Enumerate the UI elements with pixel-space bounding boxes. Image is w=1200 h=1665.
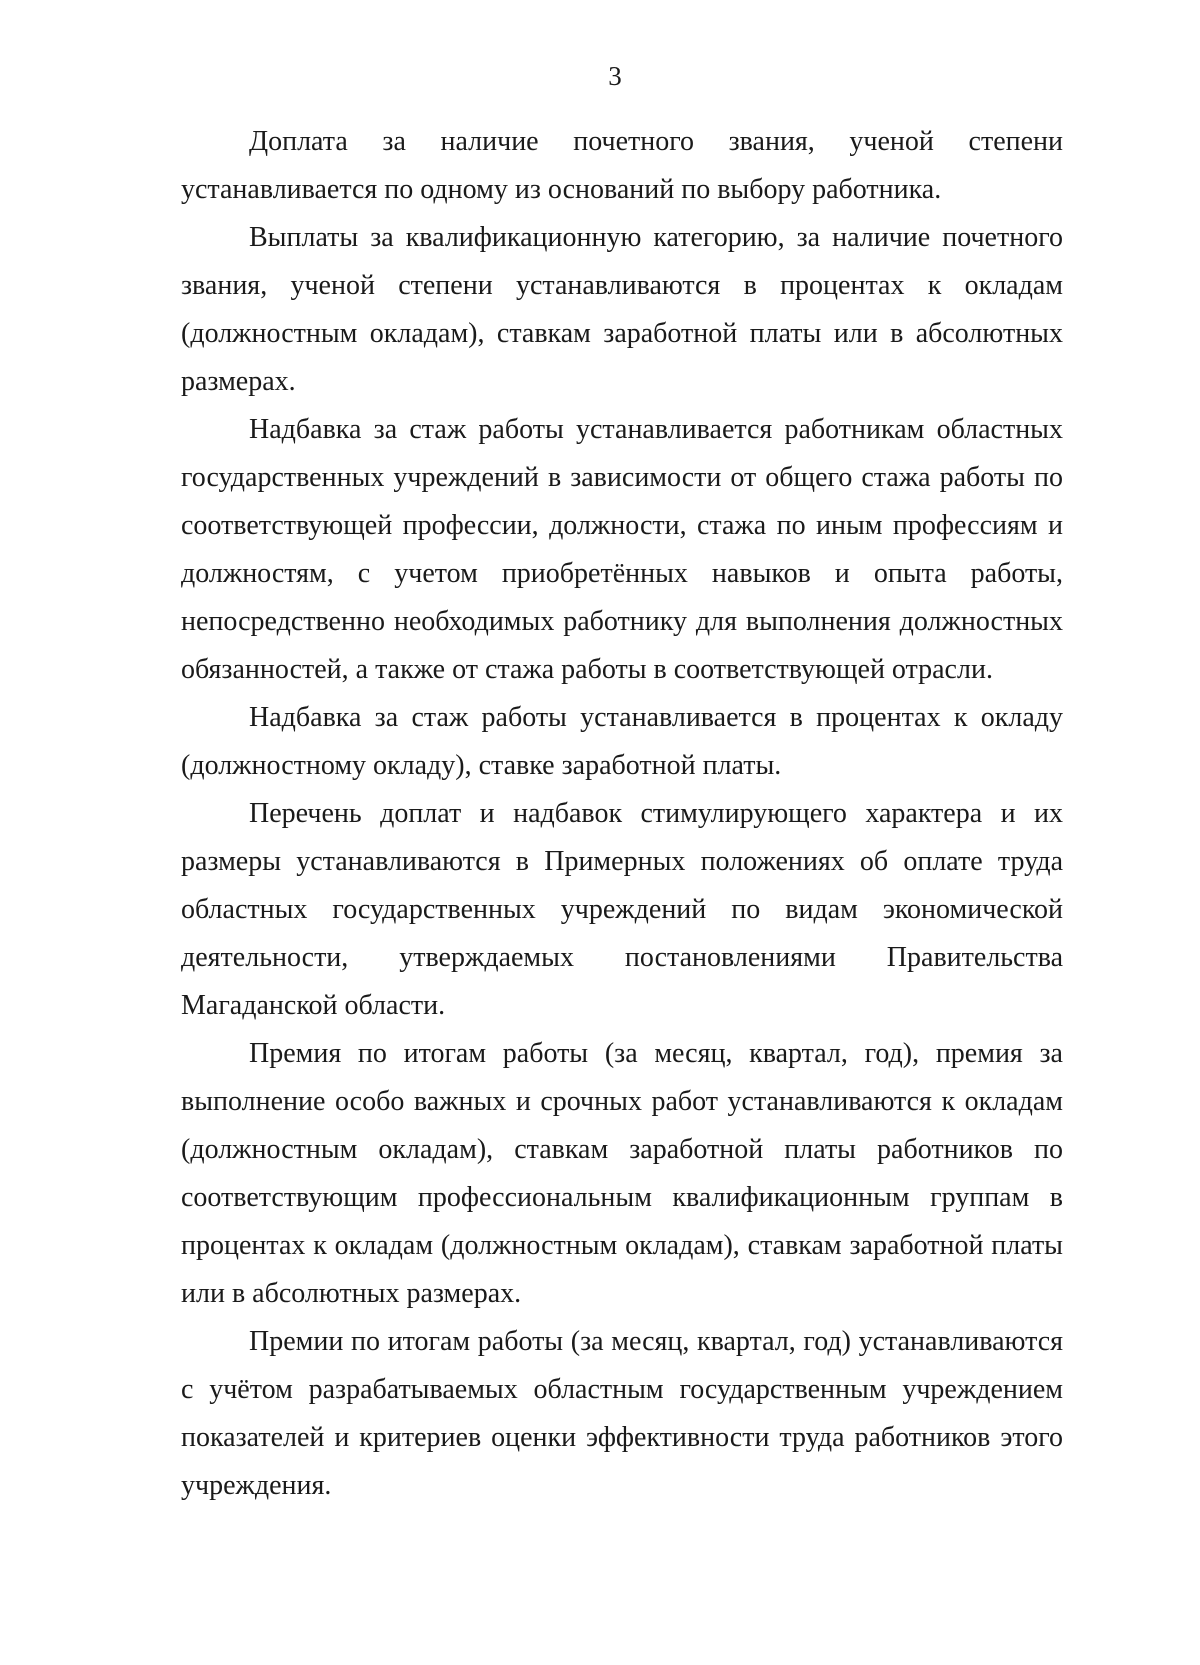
paragraph-incentive-list: Перечень доплат и надбавок стимулирующего характера и их размеры устанавливаются в Примерных положениях об оплате труда областных государственных учреждений по видам экономической деятельности, утверждаемых постановлениями Правительства Магаданской области. [181, 798, 1063, 1021]
document-body [181, 118, 1063, 1510]
paragraph-qualification-payments: Выплаты за квалификационную категорию, за наличие почетного звания, ученой степени устанавливаются в процентах к окладам (должностным окладам), ставкам заработной платы или в абсолютных размерах. [181, 222, 1063, 397]
paragraph-performance-bonus: Премия по итогам работы (за месяц, квартал, год), премия за выполнение особо важных и срочных работ устанавливаются к окладам (должностным окладам), ставкам заработной платы работников по соответствующим профессиональным квалификационным группам в процентах к окладам (должностным окладам), ставкам заработной платы или в абсолютных размерах. [181, 1038, 1063, 1309]
paragraph-honorary-title-allowance: Доплата за наличие почетного звания, ученой степени устанавливается по одному из оснований по выбору работника. [181, 126, 1063, 205]
paragraph-seniority-bonus-basis: Надбавка за стаж работы устанавливается работникам областных государственных учреждений в зависимости от общего стажа работы по соответствующей профессии, должности, стажа по иным профессиям и должностям, с учетом приобретённых навыков и опыта работы, непосредственно необходимых работнику для выполнения должностных обязанностей, а также от стажа работы в соответствующей отрасли. [181, 414, 1063, 685]
paragraph-bonus-criteria: Премии по итогам работы (за месяц, квартал, год) устанавливаются с учётом разрабатываемых областным государственным учреждением показателей и критериев оценки эффективности труда работников этого учреждения. [181, 1326, 1063, 1501]
paragraph-seniority-bonus-percent: Надбавка за стаж работы устанавливается в процентах к окладу (должностному окладу), ставке заработной платы. [181, 702, 1063, 781]
page-number: 3 [608, 61, 622, 91]
